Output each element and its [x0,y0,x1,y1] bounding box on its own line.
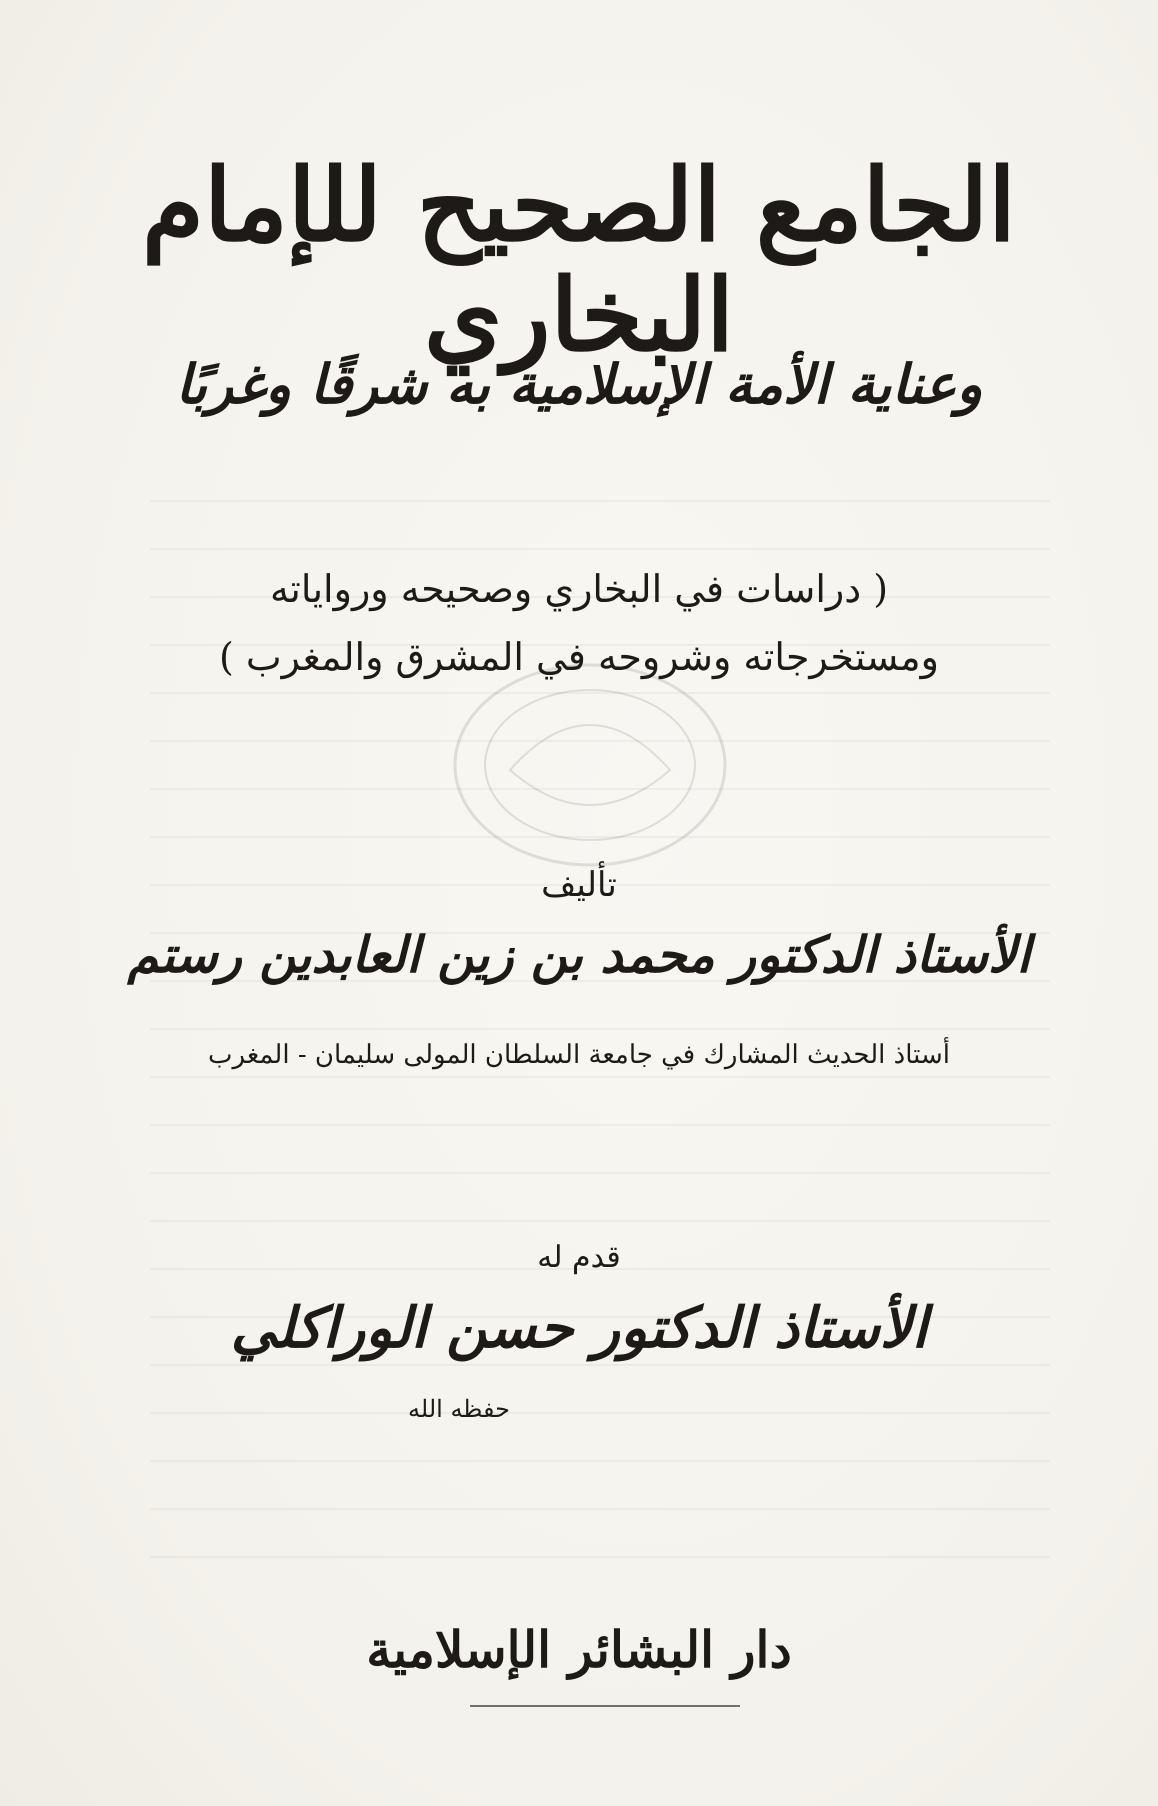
publisher-underline [470,1705,740,1707]
author-name: الأستاذ الدكتور محمد بن زين العابدين رستم [127,925,1031,984]
author-label: تأليف [541,865,617,905]
description-line: ومستخرجاته وشروحه في المشرق والمغرب ) [219,635,939,679]
introducer-name: الأستاذ الدكتور حسن الوراكلي [230,1295,928,1361]
publisher-name: دار البشائر الإسلامية [366,1620,792,1679]
book-description [0,555,1158,691]
introduction-label: قدم له [537,1240,621,1275]
book-title: الجامع الصحيح للإمام البخاري [142,146,1016,374]
book-subtitle: وعناية الأمة الإسلامية به شرقًا وغربًا [175,352,983,416]
author-affiliation: أستاذ الحديث المشارك في جامعة السلطان المولى سليمان - المغرب [208,1040,950,1070]
blessing-text: حفظه الله [408,1395,510,1423]
description-line: ( دراسات في البخاري وصحيحه ورواياته [269,567,889,611]
